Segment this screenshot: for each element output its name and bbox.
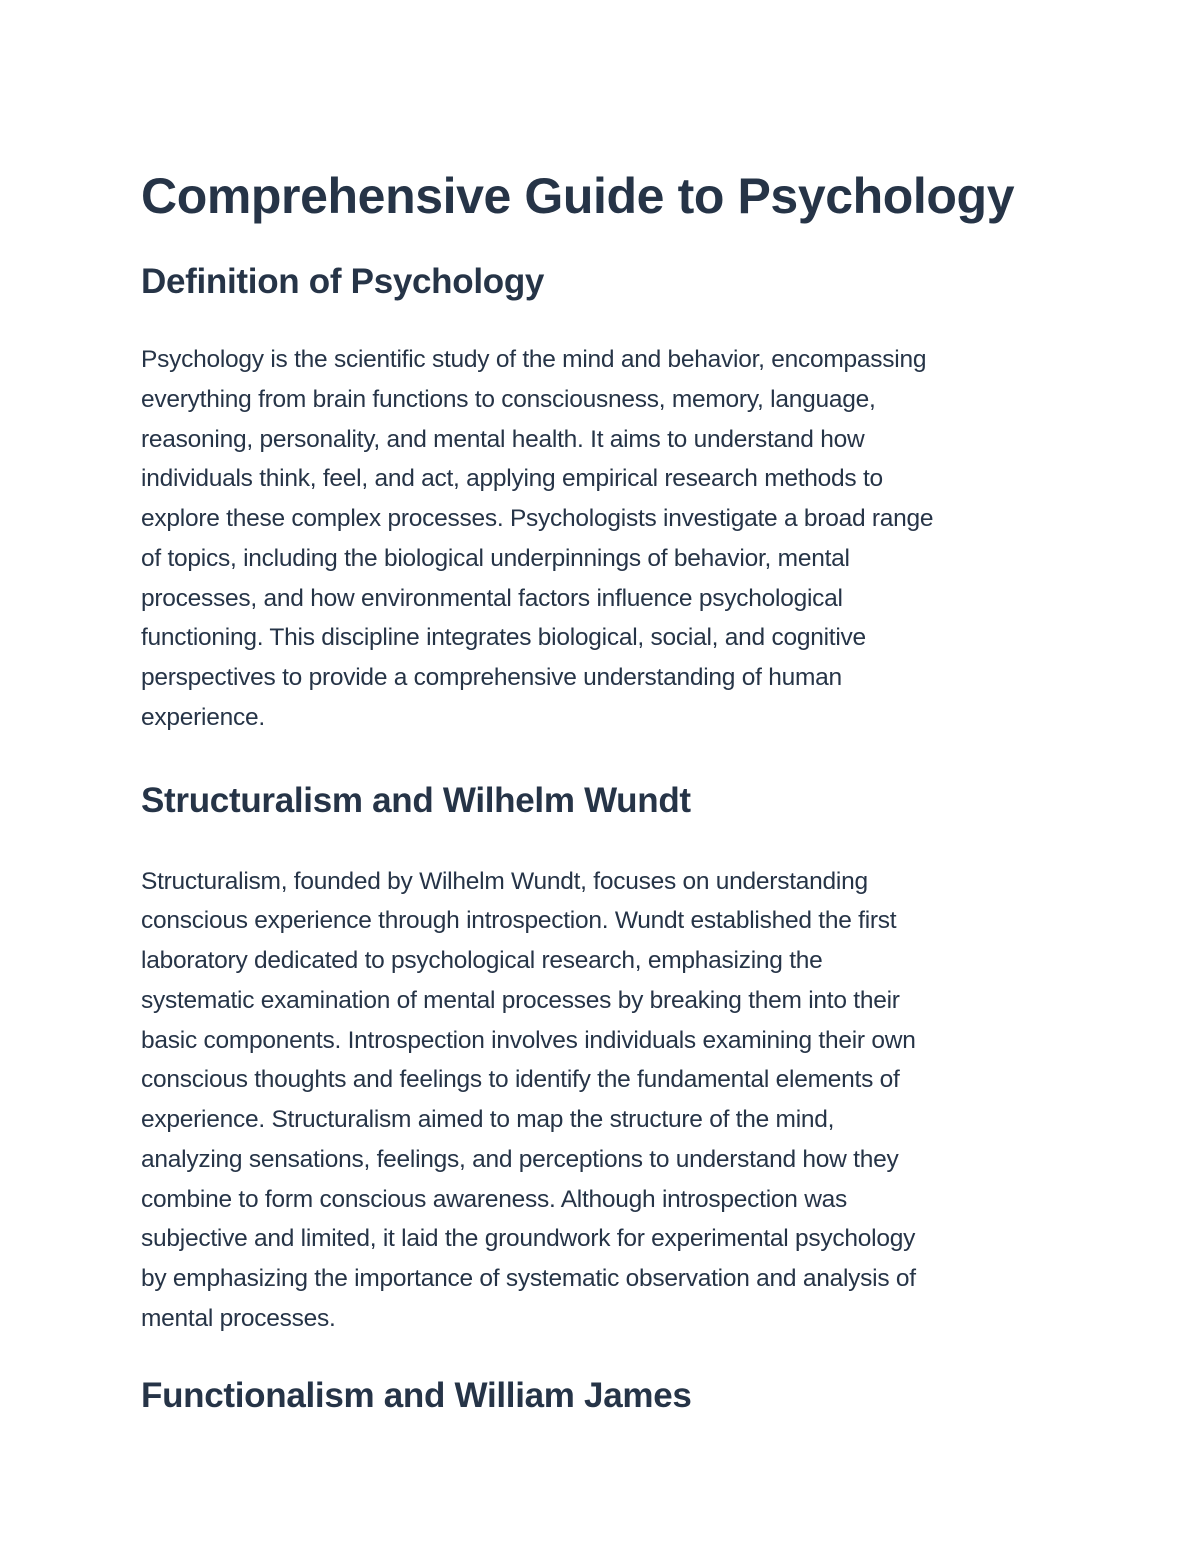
body-line: explore these complex processes. Psychologists investigate a broad range xyxy=(141,505,934,532)
body-line: Psychology is the scientific study of the mind and behavior, encompassing xyxy=(141,346,927,373)
body-line: perspectives to provide a comprehensive understanding of human xyxy=(141,664,842,691)
body-line: combine to form conscious awareness. Although introspection was xyxy=(141,1185,848,1213)
body-line: of topics, including the biological underpinnings of behavior, mental xyxy=(141,544,850,572)
section-body-definition xyxy=(141,340,1066,738)
body-line: individuals think, feel, and act, applying empirical research methods to xyxy=(141,465,883,493)
document-page xyxy=(141,160,1066,1422)
body-line: reasoning, personality, and mental health. It aims to understand how xyxy=(141,425,865,453)
body-line: conscious thoughts and feelings to identify the fundamental elements of xyxy=(141,1066,900,1094)
body-line: processes, and how environmental factors influence psychological xyxy=(141,584,843,612)
section-heading-functionalism: Functionalism and William James xyxy=(141,1375,692,1415)
body-line: subjective and limited, it laid the groundwork for experimental psychology xyxy=(141,1225,916,1253)
section-body-structuralism xyxy=(141,862,1066,1339)
body-line: mental processes. xyxy=(141,1304,336,1332)
body-line: functioning. This discipline integrates biological, social, and cognitive xyxy=(141,624,866,652)
body-line: everything from brain functions to consciousness, memory, language, xyxy=(141,385,876,413)
body-line: by emphasizing the importance of systematic observation and analysis of xyxy=(141,1265,916,1292)
body-line: systematic examination of mental processes by breaking them into their xyxy=(141,986,900,1014)
body-line: Structuralism, founded by Wilhelm Wundt, focuses on understanding xyxy=(141,867,868,895)
body-line: basic components. Introspection involves individuals examining their own xyxy=(141,1026,916,1054)
section-heading-definition: Definition of Psychology xyxy=(141,262,545,301)
body-line: experience. xyxy=(141,703,265,731)
document-title: Comprehensive Guide to Psychology xyxy=(141,168,1015,224)
body-line: conscious experience through introspection. Wundt established the first xyxy=(141,907,897,935)
body-line: analyzing sensations, feelings, and perceptions to understand how they xyxy=(141,1145,899,1173)
body-line: experience. Structuralism aimed to map the structure of the mind, xyxy=(141,1106,835,1133)
body-line: laboratory dedicated to psychological research, emphasizing the xyxy=(141,947,823,974)
section-heading-structuralism: Structuralism and Wilhelm Wundt xyxy=(141,780,691,820)
